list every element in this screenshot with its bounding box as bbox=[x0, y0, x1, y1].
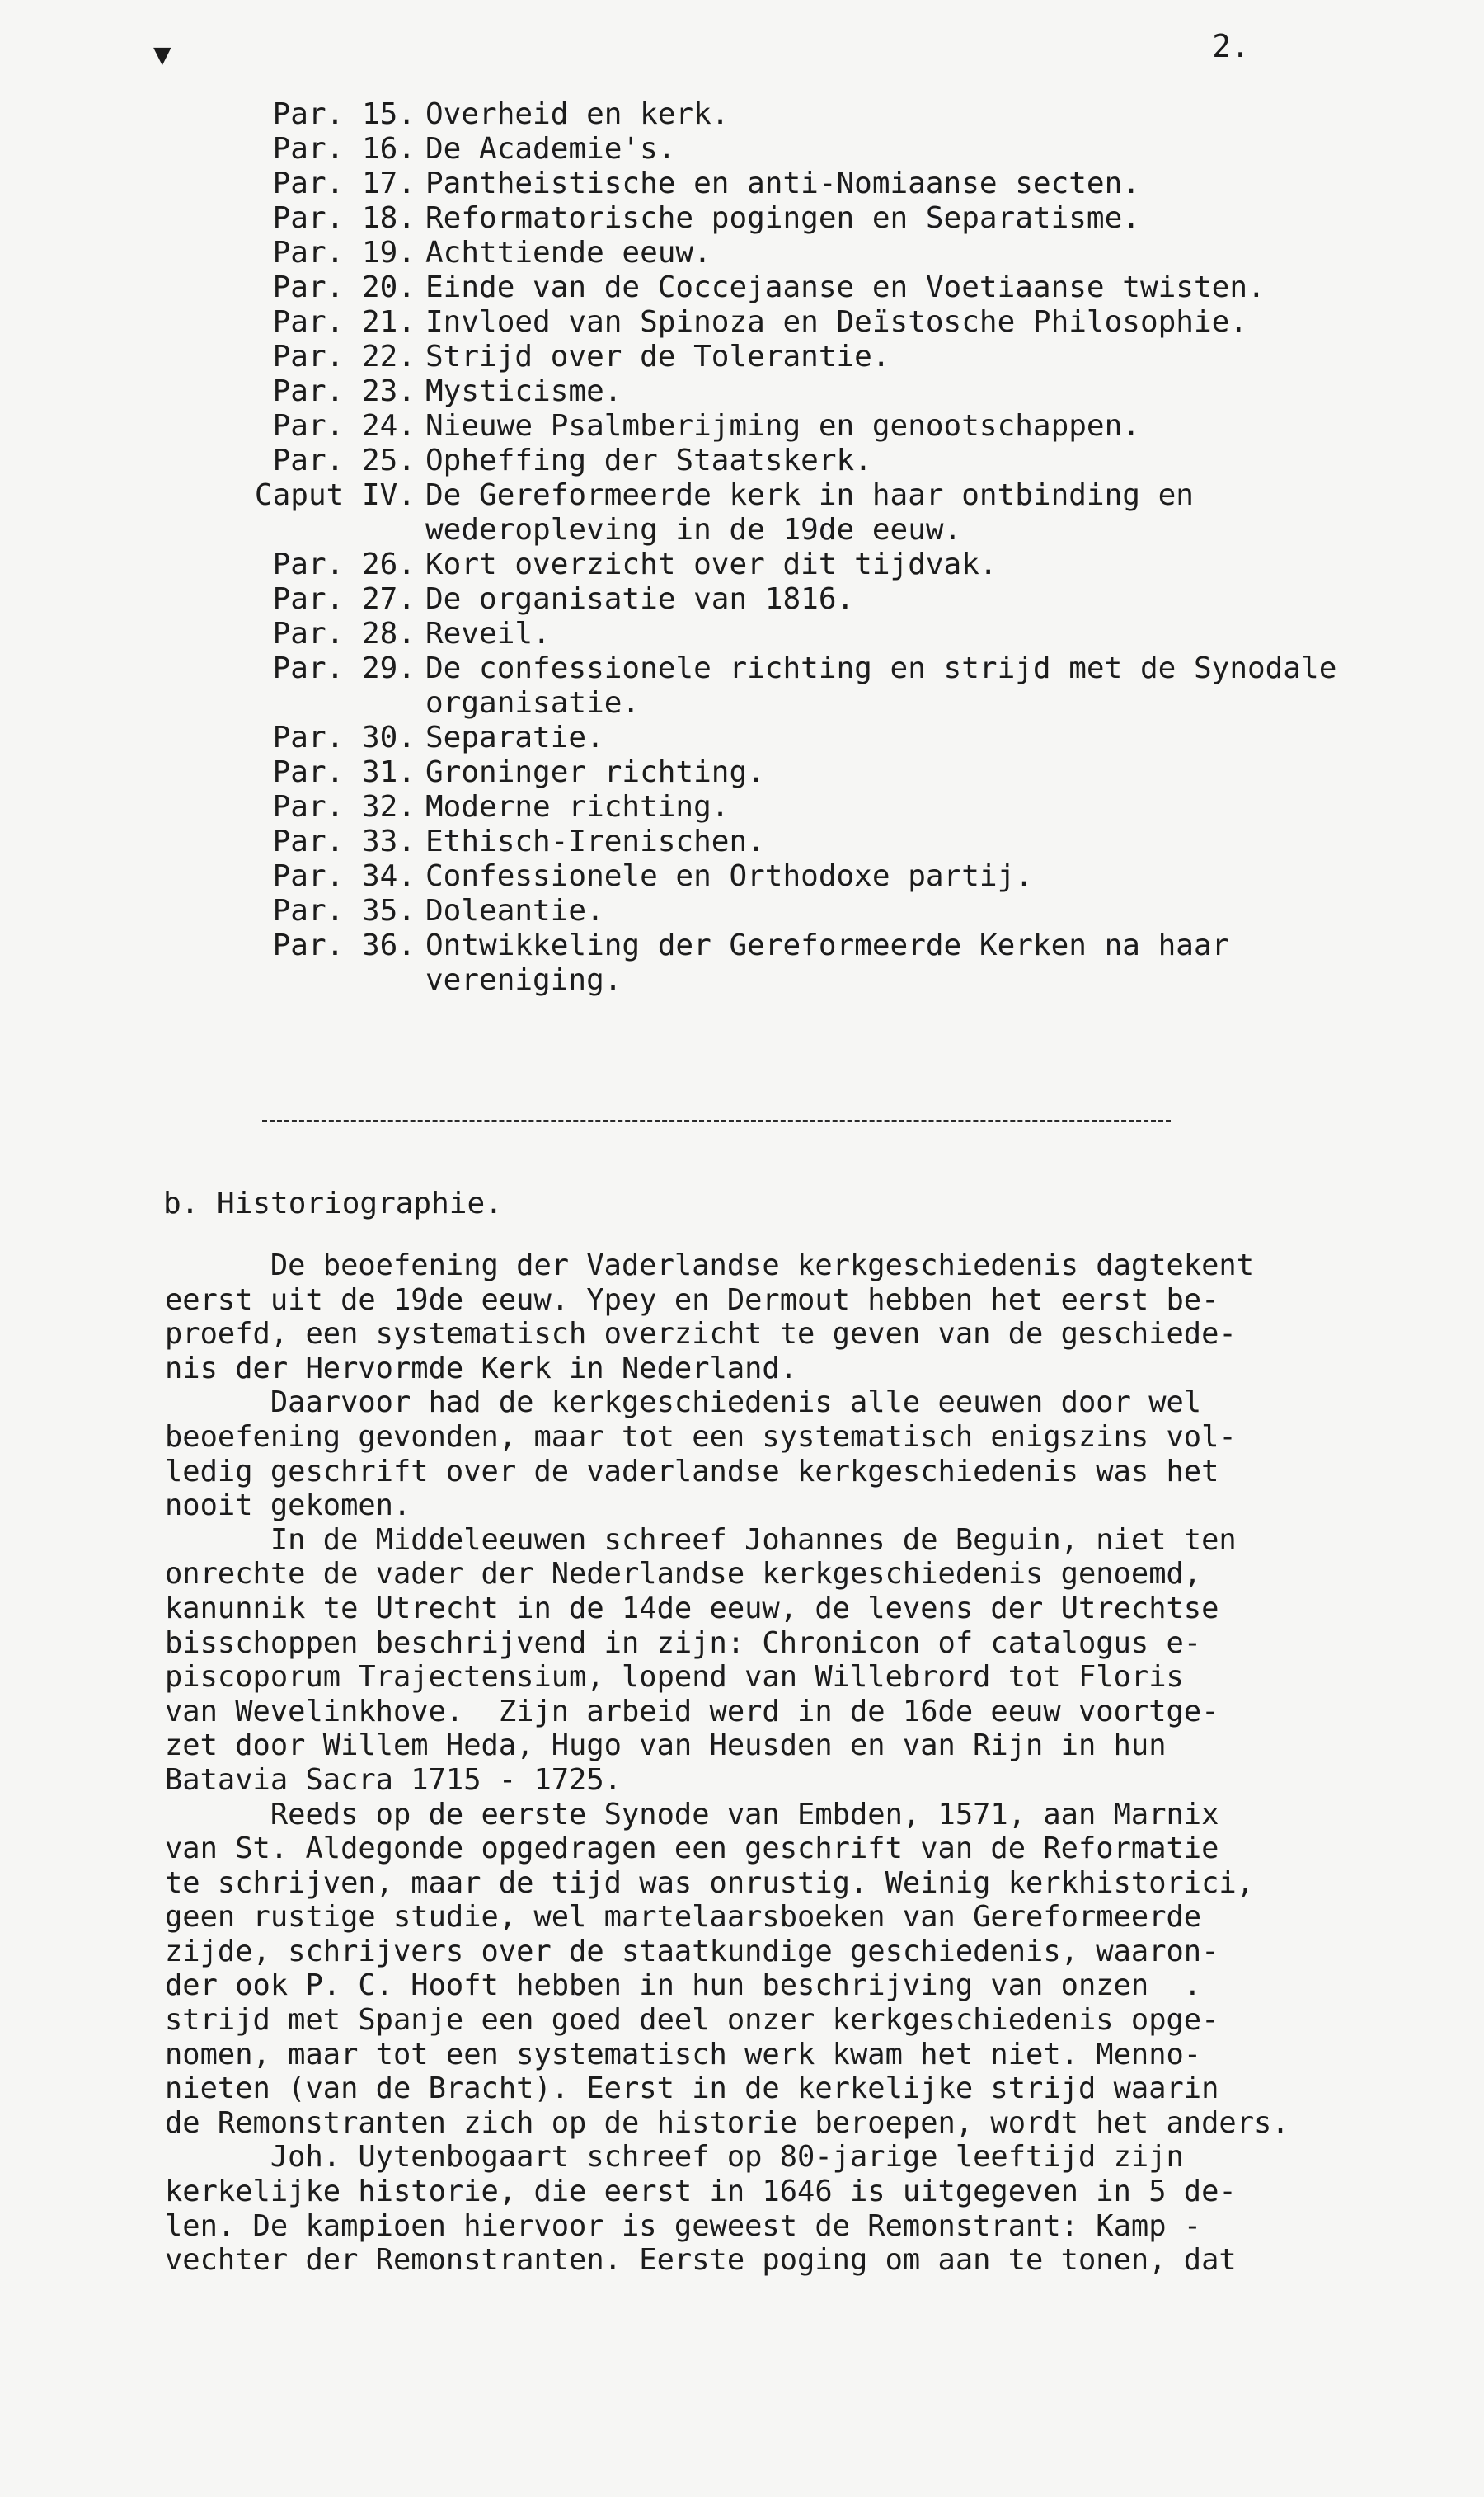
text-line: strijd met Spanje een goed deel onzer kerkgeschiedenis opge- bbox=[165, 2003, 1219, 2038]
toc-label: Par. 15. bbox=[272, 97, 416, 131]
toc-label: Par. 32. bbox=[272, 790, 416, 824]
text-line: Joh. Uytenbogaart schreef op 80-jarige leeftijd zijn bbox=[165, 2140, 1184, 2175]
table-of-contents bbox=[247, 97, 1402, 998]
toc-entry bbox=[247, 236, 1402, 270]
toc-text: Pantheistische en anti-Nomiaanse secten. bbox=[425, 167, 1140, 200]
toc-entry bbox=[247, 790, 1402, 825]
toc-label: Par. 36. bbox=[272, 929, 416, 962]
section-heading: b. Historiographie. bbox=[163, 1187, 503, 1220]
corner-mark: ▼ bbox=[153, 38, 171, 72]
toc-text: De Gereformeerde kerk in haar ontbinding en wederopleving in de 19de eeuw. bbox=[425, 478, 1194, 547]
divider-line bbox=[262, 1120, 1171, 1122]
toc-entry bbox=[247, 374, 1402, 409]
toc-entry bbox=[247, 97, 1402, 132]
toc-text: Mysticisme. bbox=[425, 374, 622, 408]
toc-entry bbox=[247, 305, 1402, 340]
text-line: van Wevelinkhove. Zijn arbeid werd in de 16de eeuw voortge- bbox=[165, 1694, 1219, 1728]
toc-text: Confessionele en Orthodoxe partij. bbox=[425, 859, 1033, 893]
text-line: Reeds op de eerste Synode van Embden, 1571, aan Marnix bbox=[165, 1797, 1219, 1832]
toc-label: Par. 18. bbox=[272, 201, 416, 235]
toc-text: De confessionele richting en strijd met de Synodale organisatie. bbox=[425, 651, 1337, 720]
text-line: kerkelijke historie, die eerst in 1646 is uitgegeven in 5 de- bbox=[165, 2175, 1237, 2209]
toc-text: De organisatie van 1816. bbox=[425, 582, 855, 616]
body-text bbox=[165, 1248, 1451, 2278]
toc-text: Ethisch-Irenischen. bbox=[425, 825, 765, 858]
toc-label: Par. 17. bbox=[272, 167, 416, 200]
text-line: Batavia Sacra 1715 - 1725. bbox=[165, 1762, 622, 1797]
text-line: onrechte de vader der Nederlandse kerkgeschiedenis genoemd, bbox=[165, 1557, 1202, 1592]
text-line: der ook P. C. Hooft hebben in hun beschrijving van onzen . bbox=[165, 1968, 1202, 2003]
toc-text: Strijd over de Tolerantie. bbox=[425, 340, 890, 374]
page-number: 2. bbox=[1212, 28, 1250, 64]
toc-entry bbox=[247, 132, 1402, 167]
text-line: len. De kampioen hiervoor is geweest de Remonstrant: Kamp - bbox=[165, 2208, 1202, 2243]
toc-entry bbox=[247, 340, 1402, 374]
toc-text: Reformatorische pogingen en Separatisme. bbox=[425, 201, 1140, 235]
text-line: nieten (van de Bracht). Eerst in de kerkelijke strijd waarin bbox=[165, 2071, 1219, 2106]
toc-label: Par. 19. bbox=[272, 236, 416, 270]
toc-entry bbox=[247, 548, 1402, 582]
toc-text: Einde van de Coccejaanse en Voetiaanse twisten. bbox=[425, 270, 1266, 304]
toc-entry bbox=[247, 651, 1402, 721]
text-line: nomen, maar tot een systematisch werk kwam het niet. Menno- bbox=[165, 2037, 1202, 2071]
toc-text: Overheid en kerk. bbox=[425, 97, 730, 131]
text-line: beoefening gevonden, maar tot een systematisch enigszins vol- bbox=[165, 1419, 1237, 1454]
toc-entry bbox=[247, 721, 1402, 755]
toc-text: Ontwikkeling der Gereformeerde Kerken na haar vereniging. bbox=[425, 929, 1230, 997]
toc-label: Par. 20. bbox=[272, 270, 416, 304]
text-line: eerst uit de 19de eeuw. Ypey en Dermout hebben het eerst be- bbox=[165, 1282, 1219, 1317]
toc-label: Par. 21. bbox=[272, 305, 416, 339]
text-line: piscoporum Trajectensium, lopend van Willebrord tot Floris bbox=[165, 1660, 1184, 1695]
text-line: Daarvoor had de kerkgeschiedenis alle eeuwen door wel bbox=[165, 1385, 1202, 1420]
text-line: bisschoppen beschrijvend in zijn: Chronicon of catalogus e- bbox=[165, 1625, 1202, 1660]
toc-entry bbox=[247, 617, 1402, 651]
toc-text: Opheffing der Staatskerk. bbox=[425, 444, 872, 477]
toc-entry bbox=[247, 859, 1402, 894]
toc-label: Par. 22. bbox=[272, 340, 416, 374]
toc-label: Par. 29. bbox=[272, 651, 416, 685]
toc-entry bbox=[247, 167, 1402, 201]
text-line: proefd, een systematisch overzicht te geven van de geschiede- bbox=[165, 1317, 1237, 1352]
text-line: ledig geschrift over de vaderlandse kerkgeschiedenis was het bbox=[165, 1454, 1219, 1488]
toc-label: Par. 31. bbox=[272, 755, 416, 789]
toc-text: Kort overzicht over dit tijdvak. bbox=[425, 548, 998, 581]
toc-label: Par. 25. bbox=[272, 444, 416, 477]
toc-text: Separatie. bbox=[425, 721, 604, 755]
toc-label: Par. 30. bbox=[272, 721, 416, 755]
toc-entry bbox=[247, 270, 1402, 305]
text-line: De beoefening der Vaderlandse kerkgeschiedenis dagtekent bbox=[165, 1248, 1255, 1282]
text-line: kanunnik te Utrecht in de 14de eeuw, de levens der Utrechtse bbox=[165, 1591, 1219, 1625]
toc-caput-entry bbox=[247, 478, 1402, 548]
toc-label: Par. 23. bbox=[272, 374, 416, 408]
toc-text: Achttiende eeuw. bbox=[425, 236, 711, 270]
toc-entry bbox=[247, 755, 1402, 790]
toc-label: Par. 27. bbox=[272, 582, 416, 616]
text-line: zet door Willem Heda, Hugo van Heusden en van Rijn in hun bbox=[165, 1728, 1167, 1763]
toc-entry bbox=[247, 894, 1402, 929]
toc-text: Reveil. bbox=[425, 617, 551, 651]
toc-text: Moderne richting. bbox=[425, 790, 730, 824]
toc-label: Par. 35. bbox=[272, 894, 416, 928]
toc-entry bbox=[247, 825, 1402, 859]
text-line: vechter der Remonstranten. Eerste poging om aan te tonen, dat bbox=[165, 2243, 1237, 2278]
toc-text: De Academie's. bbox=[425, 132, 676, 166]
toc-entry bbox=[247, 409, 1402, 444]
toc-text: Groninger richting. bbox=[425, 755, 765, 789]
toc-label: Par. 16. bbox=[272, 132, 416, 166]
text-line: nis der Hervormde Kerk in Nederland. bbox=[165, 1351, 798, 1385]
text-line: de Remonstranten zich op de historie beroepen, wordt het anders. bbox=[165, 2105, 1289, 2140]
toc-text: Doleantie. bbox=[425, 894, 604, 928]
toc-text: Nieuwe Psalmberijming en genootschappen. bbox=[425, 409, 1140, 443]
toc-label: Par. 24. bbox=[272, 409, 416, 443]
text-line: zijde, schrijvers over de staatkundige geschiedenis, waaron- bbox=[165, 1934, 1219, 1968]
text-line: te schrijven, maar de tijd was onrustig. Weinig kerkhistorici, bbox=[165, 1865, 1255, 1900]
toc-label: Par. 33. bbox=[272, 825, 416, 858]
text-line: nooit gekomen. bbox=[165, 1488, 411, 1523]
text-line: geen rustige studie, wel martelaarsboeken van Gereformeerde bbox=[165, 1900, 1202, 1935]
toc-text: Invloed van Spinoza en Deïstosche Philosophie. bbox=[425, 305, 1247, 339]
toc-entry bbox=[247, 444, 1402, 478]
text-line: In de Middeleeuwen schreef Johannes de Beguin, niet ten bbox=[165, 1522, 1237, 1557]
toc-label: Par. 34. bbox=[272, 859, 416, 893]
toc-entry bbox=[247, 929, 1402, 998]
toc-label: Par. 26. bbox=[272, 548, 416, 581]
text-line: van St. Aldegonde opgedragen een geschrift van de Reformatie bbox=[165, 1832, 1219, 1866]
toc-label: Caput IV. bbox=[254, 478, 416, 512]
toc-entry bbox=[247, 582, 1402, 617]
toc-label: Par. 28. bbox=[272, 617, 416, 651]
toc-entry bbox=[247, 201, 1402, 236]
